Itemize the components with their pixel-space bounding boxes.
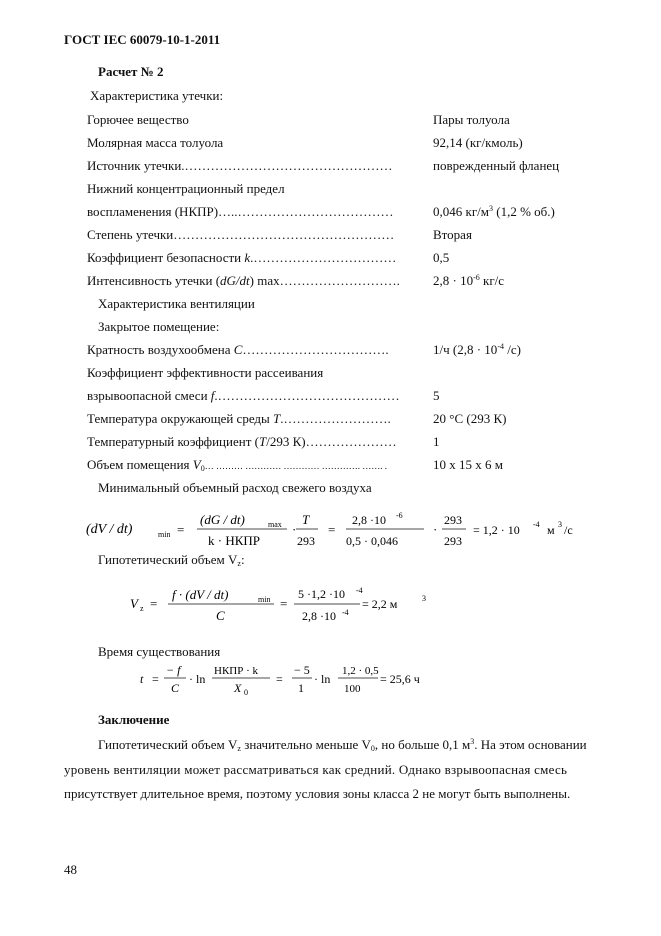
row-value: 5 [433, 388, 440, 403]
row-value: 20 °С (293 К) [433, 411, 507, 426]
row-leak-source [87, 158, 647, 175]
row-label: Источник утечки.………………………………………… [87, 158, 393, 173]
f1-dot2: · [433, 522, 438, 537]
vent-section-title: Характеристика вентиляции [98, 296, 255, 311]
existence-title: Время существования [98, 644, 221, 659]
f3-den4: 100 [344, 683, 361, 695]
f2-den: C [216, 608, 225, 623]
row-label: воспламенения (НКПР)…..……………………………… [87, 204, 394, 219]
f1-result-unit: м [547, 523, 555, 537]
f2-eq2: = [280, 596, 288, 611]
row-value: 0,5 [433, 250, 450, 265]
f1-lhs: (dV / dt) [86, 522, 133, 537]
row-label: Коэффициент эффективности рассеивания [87, 365, 324, 380]
row-label: Кратность воздухообмена C……………………………. [87, 342, 389, 357]
row-value: Пары толуола [433, 112, 510, 127]
f1-num2: T [302, 512, 310, 527]
row-label: Объем помещения $V_0\dots$ ……… ………… ………… …………. ……. . [87, 457, 387, 473]
f1-num4: 293 [444, 513, 462, 527]
f3-den3: 1 [298, 681, 304, 695]
f1-eq2: = [328, 522, 336, 537]
row-label: Горючее вещество [87, 112, 189, 127]
f3-ln: · ln [189, 672, 206, 686]
f2-result: = 2,2 м [362, 597, 398, 611]
row-efficiency-line1 [87, 365, 647, 382]
f1-den2: 293 [297, 534, 315, 548]
row-value: 1 [433, 434, 440, 449]
row-label: взрывоопасной смеси f.…………………………………… [87, 388, 400, 403]
calc-title: Расчет № 2 [98, 64, 164, 79]
row-value: 10 х 15 х 6 м [433, 457, 503, 472]
f3-ln2: · ln [314, 672, 331, 686]
row-air-exchange [87, 342, 647, 359]
row-value: Вторая [433, 227, 472, 242]
row-value: 92,14 (кг/кмоль) [433, 135, 523, 150]
row-value: поврежденный фланец [433, 158, 560, 173]
leak-section-title: Характеристика утечки: [90, 88, 224, 103]
f3-den1: C [171, 681, 180, 695]
f2-den2-sup: -4 [342, 608, 349, 617]
f3-result: = 25,6 ч [380, 672, 420, 686]
f2-num-sub: min [258, 595, 271, 604]
page-number: 48 [64, 862, 77, 877]
f2-lhs: V [130, 596, 138, 611]
f3-num3: − 5 [294, 663, 310, 677]
f1-result-sup: -4 [533, 520, 540, 529]
document-header: ГОСТ IEC 60079-10-1-2011 [64, 32, 221, 47]
f3-eq2: = [276, 672, 283, 686]
f3-num4: 1,2 · 0,5 [342, 665, 379, 677]
conclusion-title: Заключение [98, 712, 170, 727]
f2-num: f · (dV / dt) [172, 587, 229, 602]
row-label: Интенсивность утечки (dG/dt) max………………………. [87, 273, 400, 288]
f1-num3: 2,8 ·10 [352, 513, 386, 527]
f2-lhs-sub: z [140, 604, 144, 613]
row-label: Температурный коэффициент (T/293 К)………………… [87, 434, 397, 449]
row-temp-coef [87, 434, 647, 451]
closed-room-label: Закрытое помещение: [98, 319, 220, 334]
conclusion-line-2: уровень вентиляции может рассматриваться как средний. Однако взрывоопасная смесь [64, 762, 568, 777]
row-leak-degree [87, 227, 647, 244]
row-value: 1/ч ($2,8 \cdot 10^{-4}$ /с) [433, 342, 521, 357]
row-fuel [87, 112, 647, 129]
row-temperature [87, 411, 647, 428]
row-lfl-line1 [87, 181, 647, 198]
row-lfl [87, 204, 647, 221]
f1-lhs-sub: min [158, 530, 171, 539]
min-flow-title: Минимальный объемный расход свежего воздуха [98, 480, 372, 495]
f3-den2-sub: 0 [244, 688, 248, 697]
f1-den1: k · НКПР [208, 533, 261, 548]
f2-den2: 2,8 ·10 [302, 609, 336, 623]
row-room-volume [87, 457, 647, 474]
f1-num1-sub: max [268, 520, 282, 529]
row-leak-rate [87, 273, 647, 290]
row-label: Нижний концентрационный предел [87, 181, 285, 196]
f2-eq: = [150, 596, 158, 611]
row-value: $2,8 \cdot 10^{-6}$ кг/с [433, 273, 505, 288]
row-efficiency [87, 388, 647, 405]
row-safety-coef [87, 250, 647, 267]
f1-num3-sup: -6 [396, 511, 403, 520]
f1-result: = 1,2 · 10 [473, 523, 520, 537]
f3-lhs: t [140, 672, 144, 686]
row-value: 0,046 $кг/м^3$ (1,2 % об.) [433, 204, 555, 219]
row-label: Коэффициент безопасности k.…………………………… [87, 250, 397, 265]
f1-dot1: · [292, 522, 297, 537]
hyp-vol-title: Гипотетический объем $V_z$: [98, 552, 245, 568]
f1-result-tail: /с [564, 523, 573, 537]
conclusion-line-3: присутствует длительное время, поэтому условия зоны класса 2 не могут быть выполнены. [64, 786, 571, 801]
row-label: Молярная масса толуола [87, 135, 224, 150]
formula-existence-time [130, 660, 450, 708]
f1-eq: = [177, 522, 185, 537]
conclusion-line-1: Гипотетический объем $V_z$ значительно меньше $V_0$, но больше 0,1 $м^3$. На этом основании [98, 737, 587, 753]
row-molar-mass [87, 135, 647, 152]
f3-den2: X [234, 681, 242, 695]
f2-num2: 5 ·1,2 ·10 [298, 587, 345, 601]
f3-num1: − f [166, 663, 181, 677]
row-label: Температура окружающей среды T.……………………. [87, 411, 391, 426]
f1-num1: (dG / dt) [200, 512, 245, 527]
f1-den3: 0,5 · 0,046 [346, 534, 398, 548]
f2-num2-sup: -4 [356, 586, 363, 595]
f3-eq: = [152, 672, 159, 686]
f1-den4: 293 [444, 534, 462, 548]
f1-result-unit-sup: 3 [558, 520, 562, 529]
f2-result-sup: 3 [422, 594, 426, 603]
row-label: Степень утечки…………………………………………… [87, 227, 395, 242]
f3-num2: НКПР · k [214, 665, 259, 677]
formula-hyp-volume [120, 578, 460, 628]
formula-min-flow [80, 505, 600, 555]
